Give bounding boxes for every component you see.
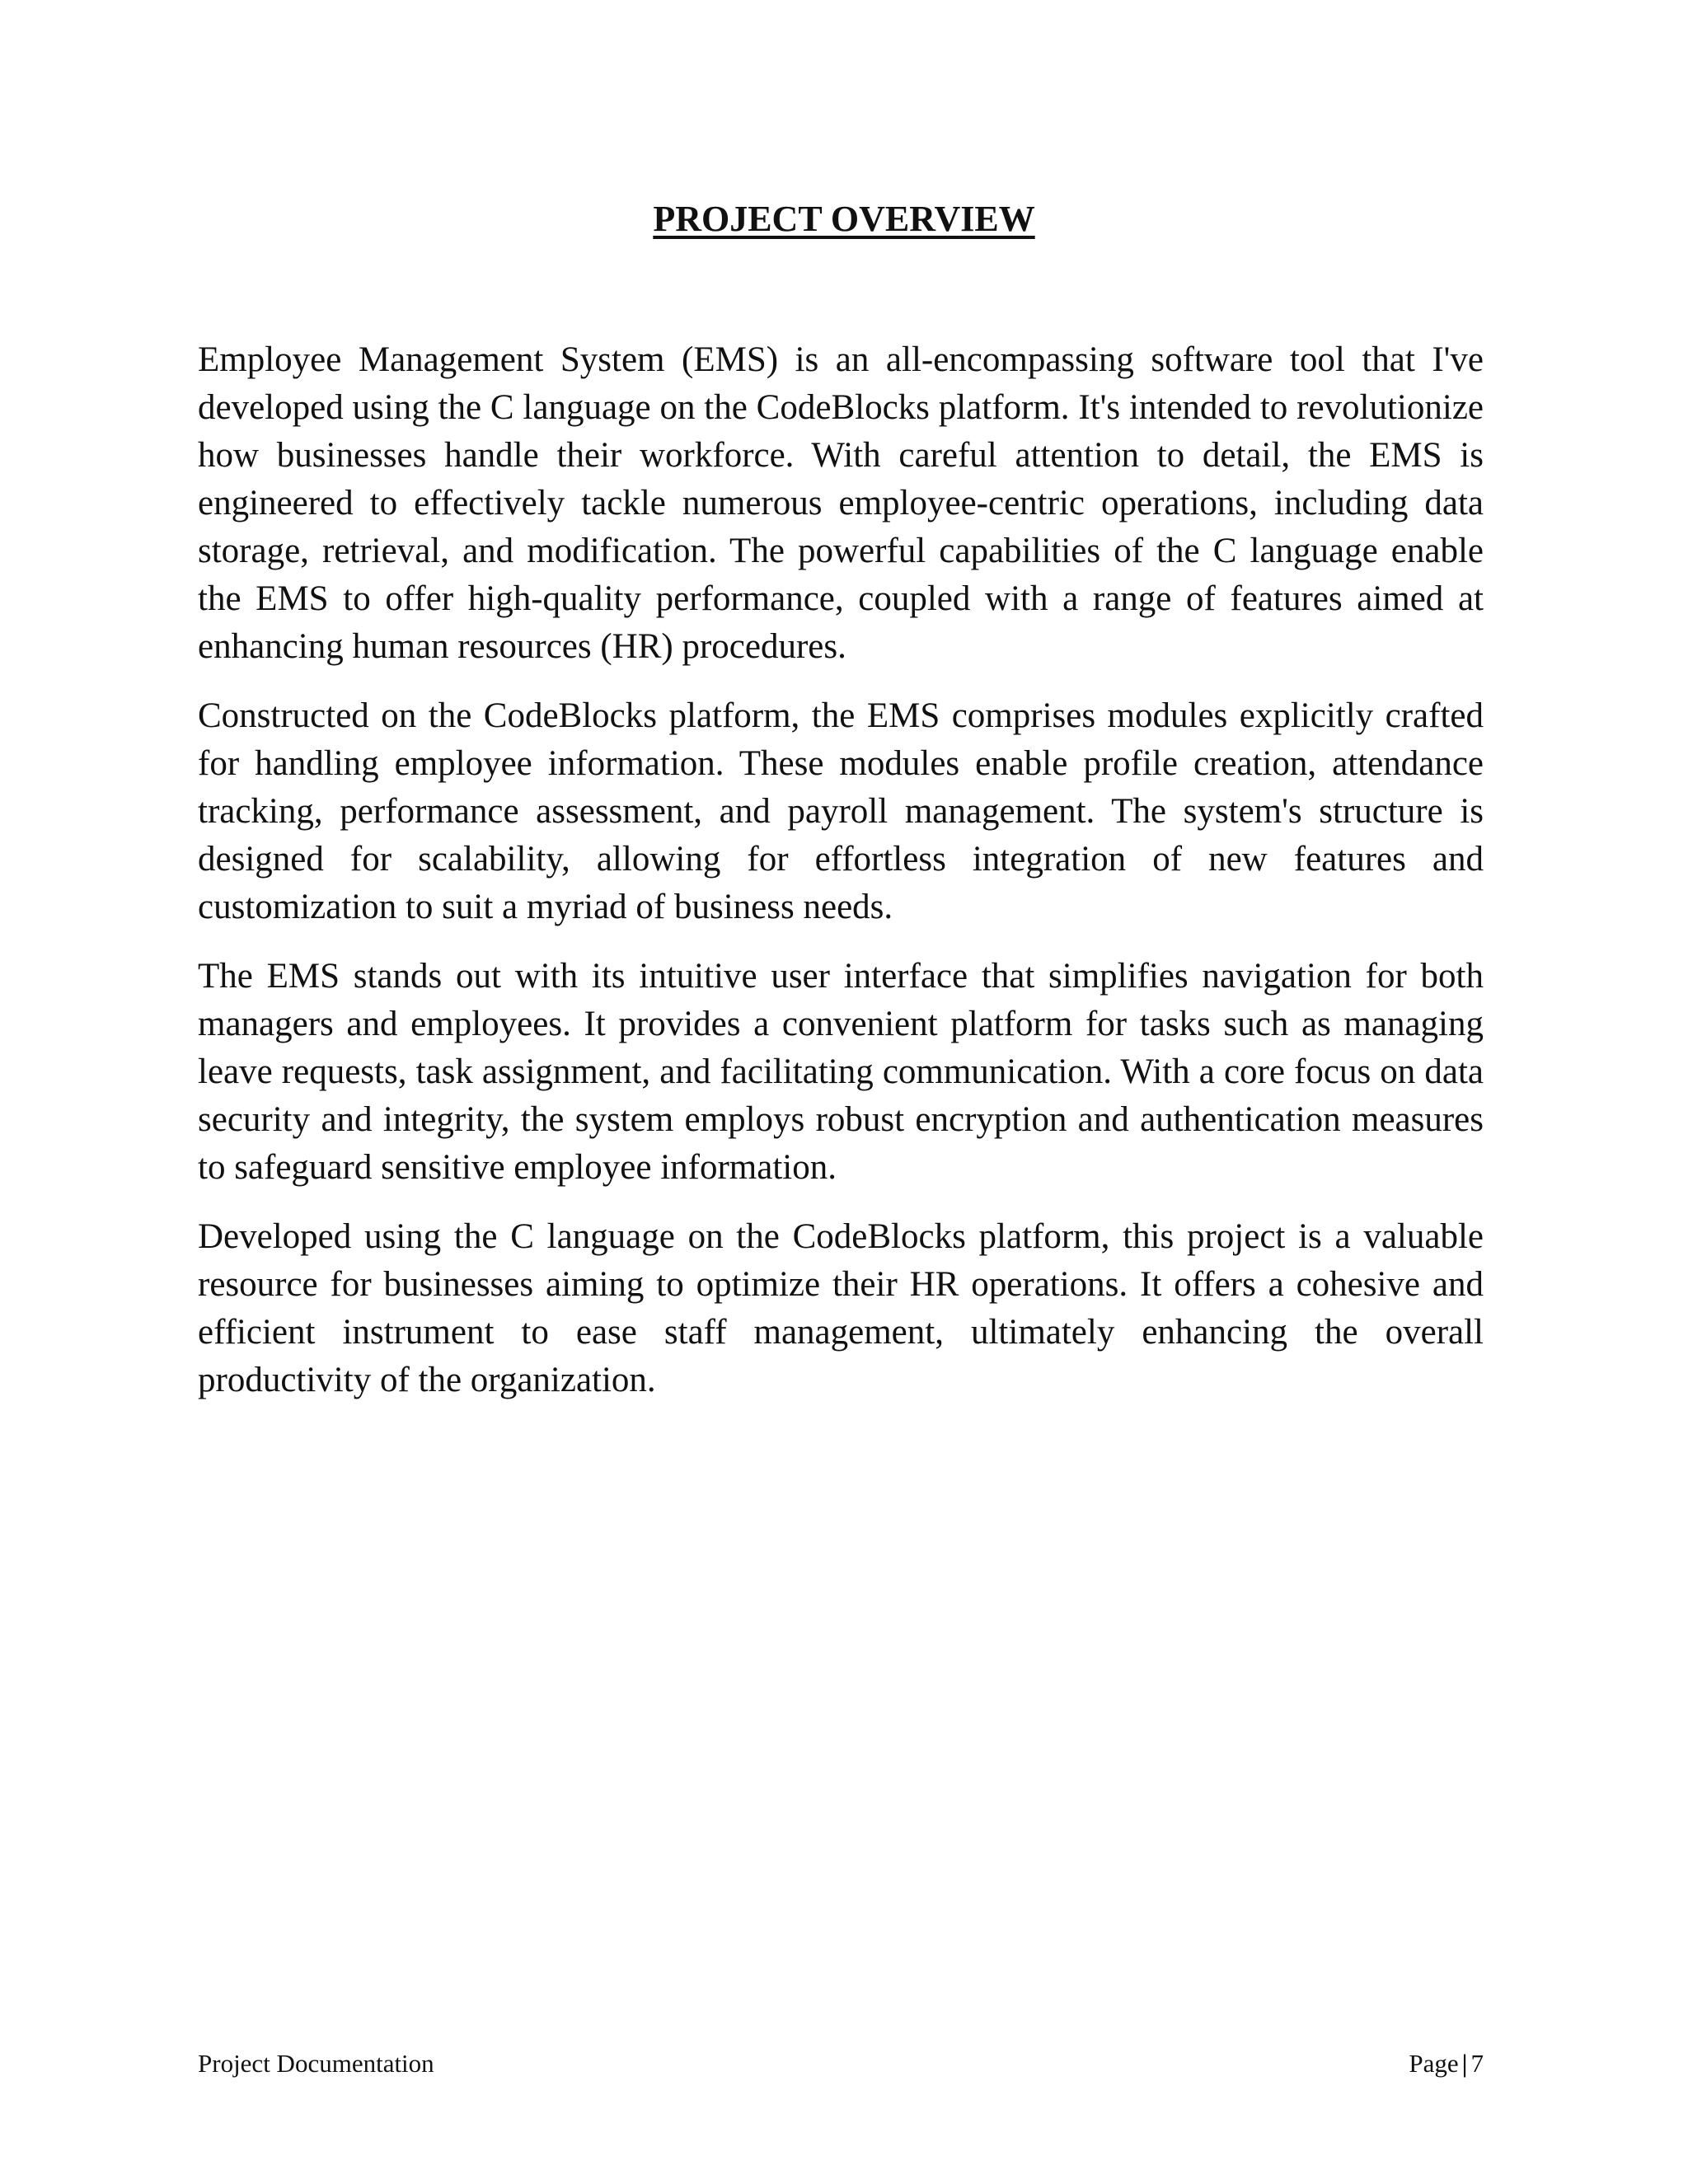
body-text — [198, 336, 1484, 1426]
footer-separator: | — [1461, 2049, 1468, 2078]
page-footer — [198, 2047, 1484, 2080]
footer-page-number: 7 — [1470, 2049, 1484, 2078]
footer-document-name: Project Documentation — [198, 2049, 434, 2078]
page-title: PROJECT OVERVIEW — [653, 199, 1035, 239]
paragraph-1: Employee Management System (EMS) is an all-encompassing software tool that I've developed using the C language on the CodeBlocks platform. It's intended to revolutionize how businesses handle their workforce. With careful attention to detail, the EMS is engineered to effectively tackle numerous employee-centric operations, including data storage, retrieval, and modification. The powerful capabilities of the C language enable the EMS to offer high-quality performance, coupled with a range of features aimed at enhancing human resources (HR) procedures. — [198, 340, 1484, 666]
paragraph-4: Developed using the C language on the CodeBlocks platform, this project is a valuable resource for businesses aiming to optimize their HR operations. It offers a cohesive and efficient instrument to ease staff management, ultimately enhancing the overall productivity of the organization. — [198, 1217, 1484, 1399]
paragraph-2: Constructed on the CodeBlocks platform, the EMS comprises modules explicitly crafted for handling employee information. These modules enable profile creation, attendance tracking, performance assessment, and payroll management. The system's structure is designed for scalability, allowing for effortless integration of new features and customization to suit a myriad of business needs. — [198, 696, 1484, 926]
footer-page-label: Page — [1409, 2049, 1459, 2078]
footer-page-indicator — [1409, 2047, 1484, 2080]
paragraph-3: The EMS stands out with its intuitive user interface that simplifies navigation for both managers and employees. It provides a convenient platform for tasks such as managing leave requests, task assignment, and facilitating communication. With a core focus on data security and integrity, the system employs robust encryption and authentication measures to safeguard sensitive employee information. — [198, 957, 1484, 1187]
